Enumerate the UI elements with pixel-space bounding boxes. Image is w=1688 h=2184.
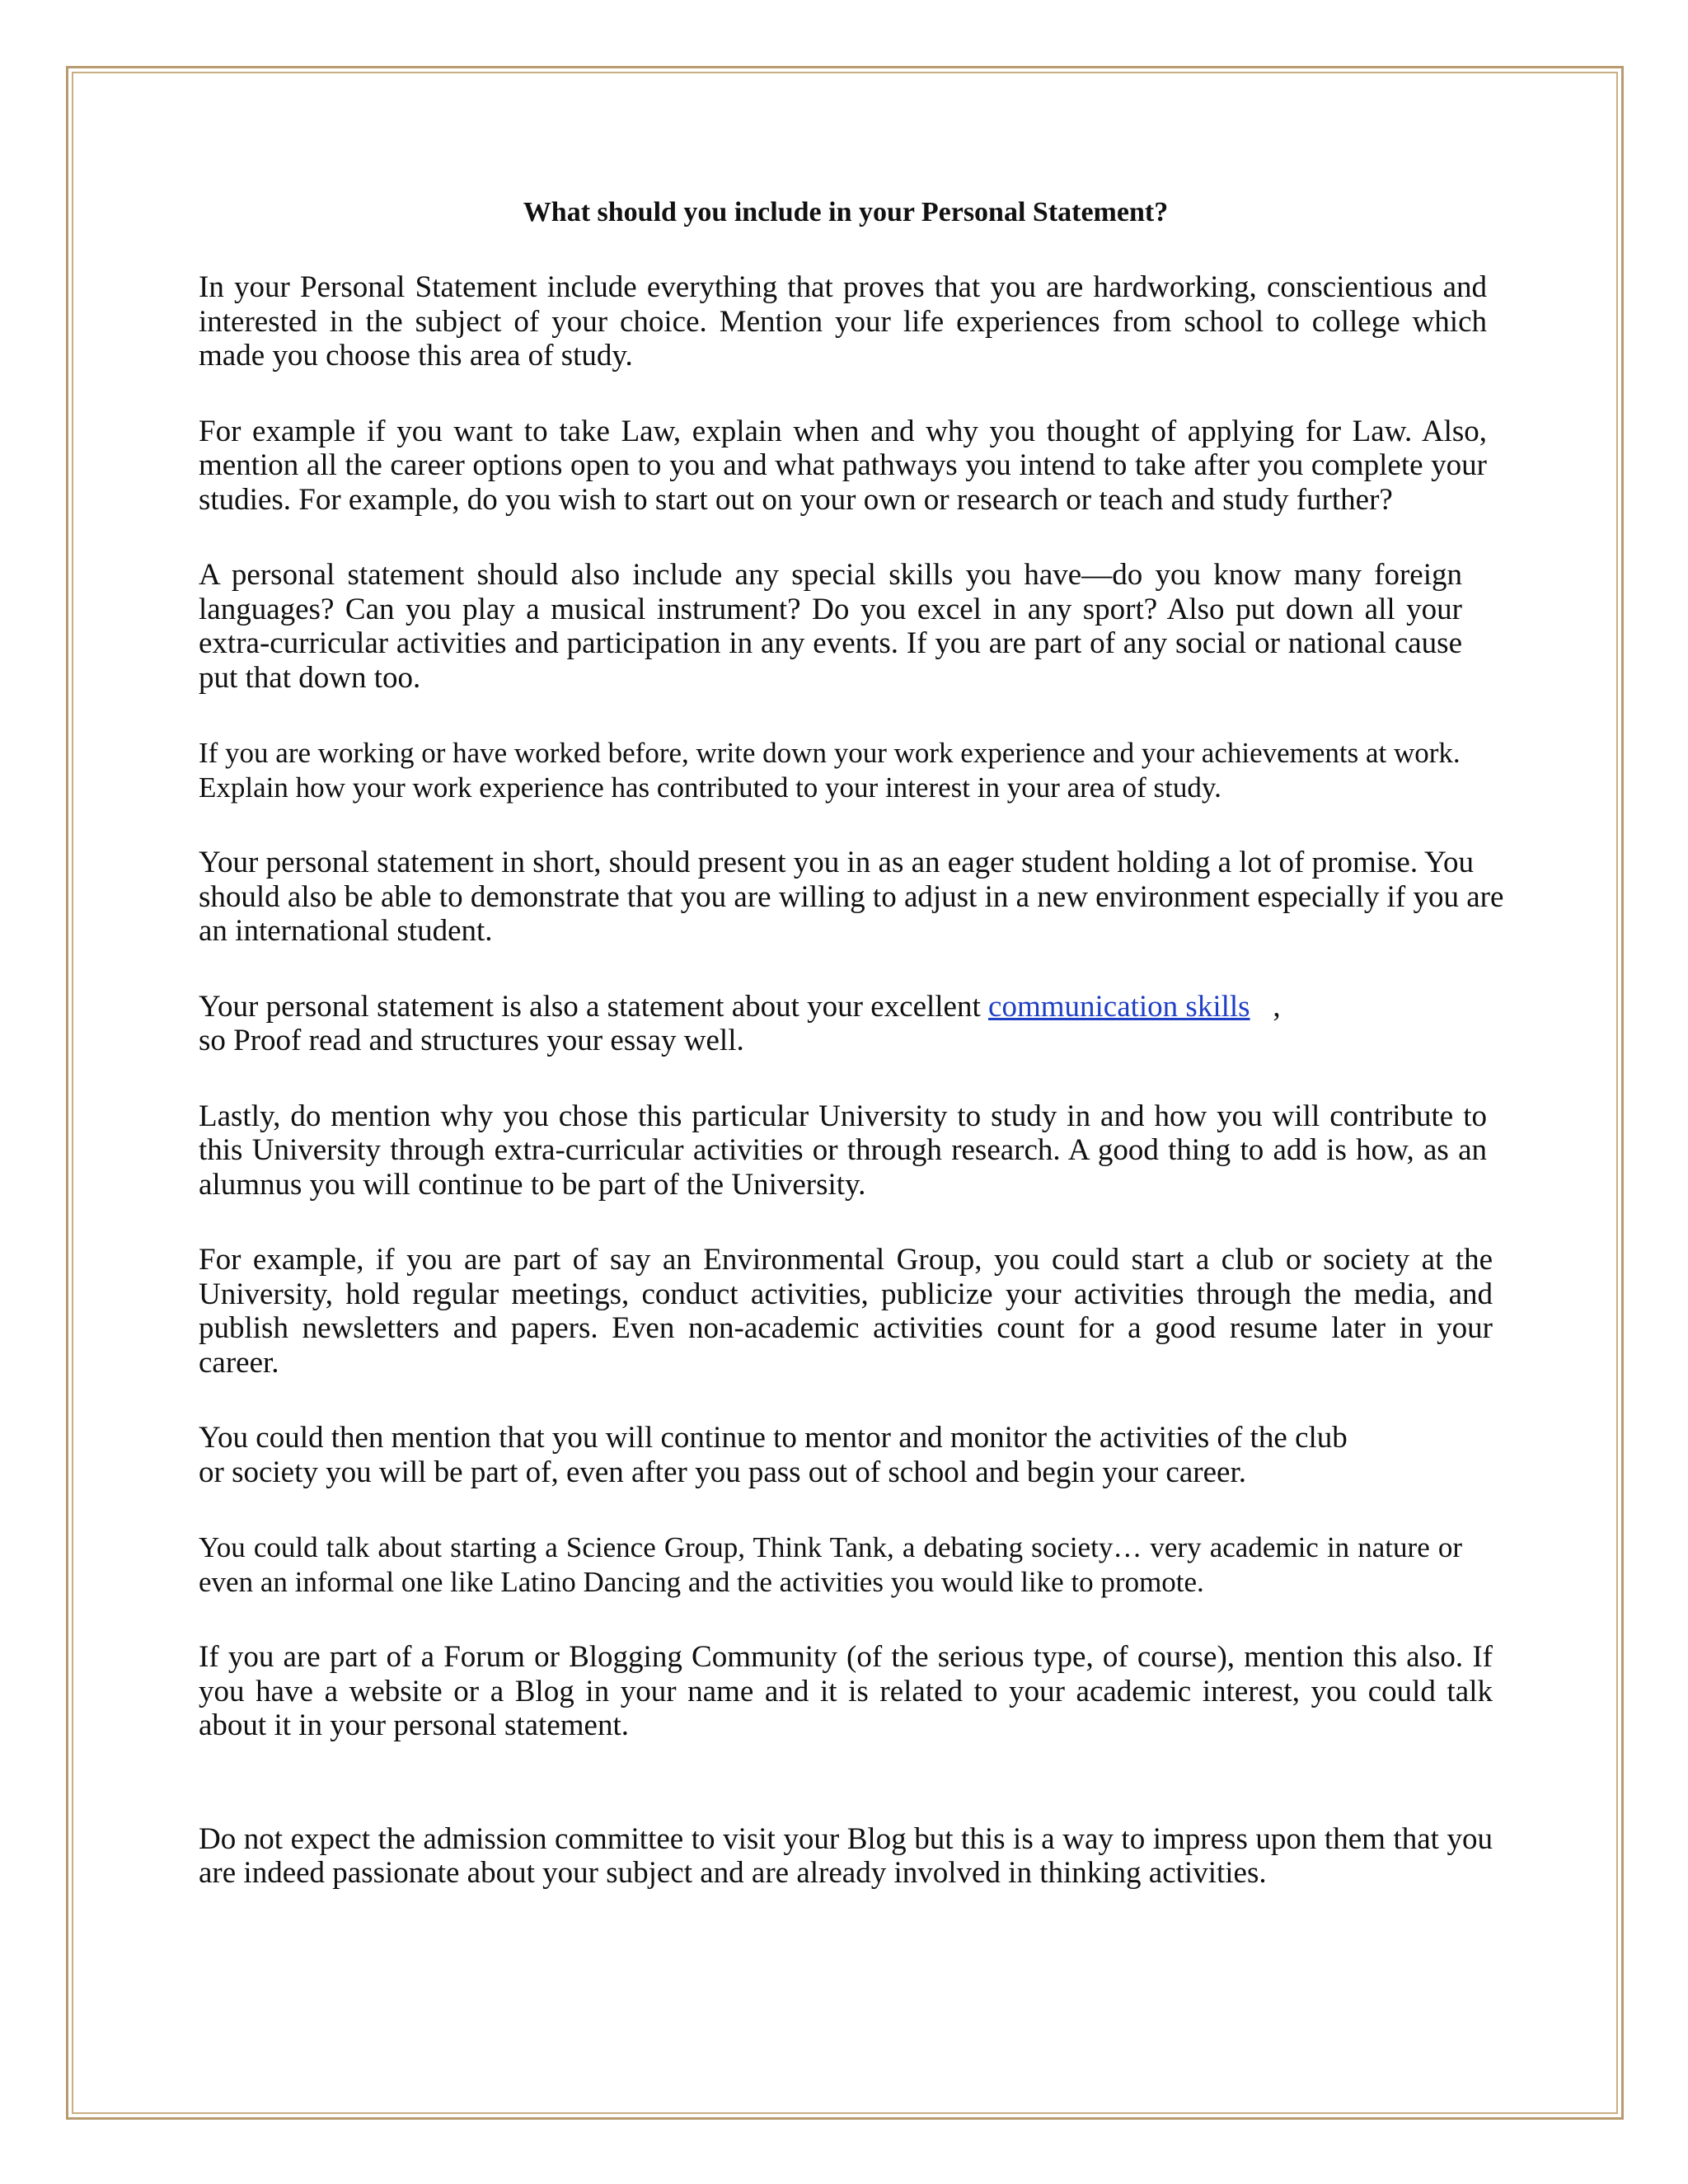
paragraph-11: If you are part of a Forum or Blogging Community (of the serious type, of course), mention this also. If you have a website or a Blog in your name and it is related to your academic interest, you could talk about it in your personal statement. [199, 1640, 1493, 1742]
paragraph-9-line-2: or society you will be part of, even after you pass out of school and begin your career. [199, 1455, 1246, 1489]
paragraph-12: Do not expect the admission committee to visit your Blog but this is a way to impress upon them that you are indeed passionate about your subject and are already involved in thinking activities. [199, 1821, 1493, 1890]
paragraph-8: For example, if you are part of say an Environmental Group, you could start a club or society at the University, hold regular meetings, conduct activities, publicize your activities through the media, and publish newsletters and papers. Even non-academic activities count for a good resume later in your career. [199, 1243, 1493, 1380]
paragraph-6-text: Your personal statement is also a statement about your excellent [199, 989, 989, 1024]
paragraph-10: You could talk about starting a Science Group, Think Tank, a debating society… very academic in nature or even an informal one like Latino Dancing and the activities you would like to promote. [199, 1531, 1462, 1598]
paragraph-4: If you are working or have worked before, write down your work experience and your achievements at work. Explain how your work experience has contributed to your interest in your area of study. [199, 737, 1461, 804]
communication-skills-link[interactable]: communication skills [988, 989, 1250, 1024]
paragraph-3: A personal statement should also include any special skills you have—do you know many foreign languages? Can you play a musical instrument? Do you excel in any sport? Also put down all your extra-curricular activities and participation in any events. If you are part of any social or national cause put that down too. [199, 558, 1462, 695]
paragraph-7: Lastly, do mention why you chose this particular University to study in and how you will contribute to this University through extra-curricular activities or through research. A good thing to add is how, as an alumnus you will continue to be part of the University. [199, 1099, 1487, 1202]
document-body [199, 194, 1504, 1891]
paragraph-5: Your personal statement in short, should present you in as an eager student holding a lot of promise. You should also be able to demonstrate that you are willing to adjust in a new environment especially if you are an international student. [199, 846, 1504, 948]
paragraph-6-line-2: so Proof read and structures your essay well. [199, 1024, 744, 1057]
paragraph-1: In your Personal Statement include everything that proves that you are hardworking, conscientious and interested in the subject of your choice. Mention your life experiences from school to college which made you choose this area of study. [199, 270, 1487, 373]
paragraph-6 [199, 990, 1505, 1058]
paragraph-9-line-1: You could then mention that you will continue to mentor and monitor the activities of the club [199, 1421, 1348, 1455]
paragraph-2: For example if you want to take Law, explain when and why you thought of applying for Law. Also, mention all the career options open to you and what pathways you intend to take after you complete your studies. For example, do you wish to start out on your own or research or teach and study further? [199, 414, 1487, 517]
document-title: What should you include in your Personal Statement? [523, 197, 1169, 227]
paragraph-9 [199, 1421, 1505, 1489]
paragraph-6-comma: , [1250, 989, 1281, 1024]
